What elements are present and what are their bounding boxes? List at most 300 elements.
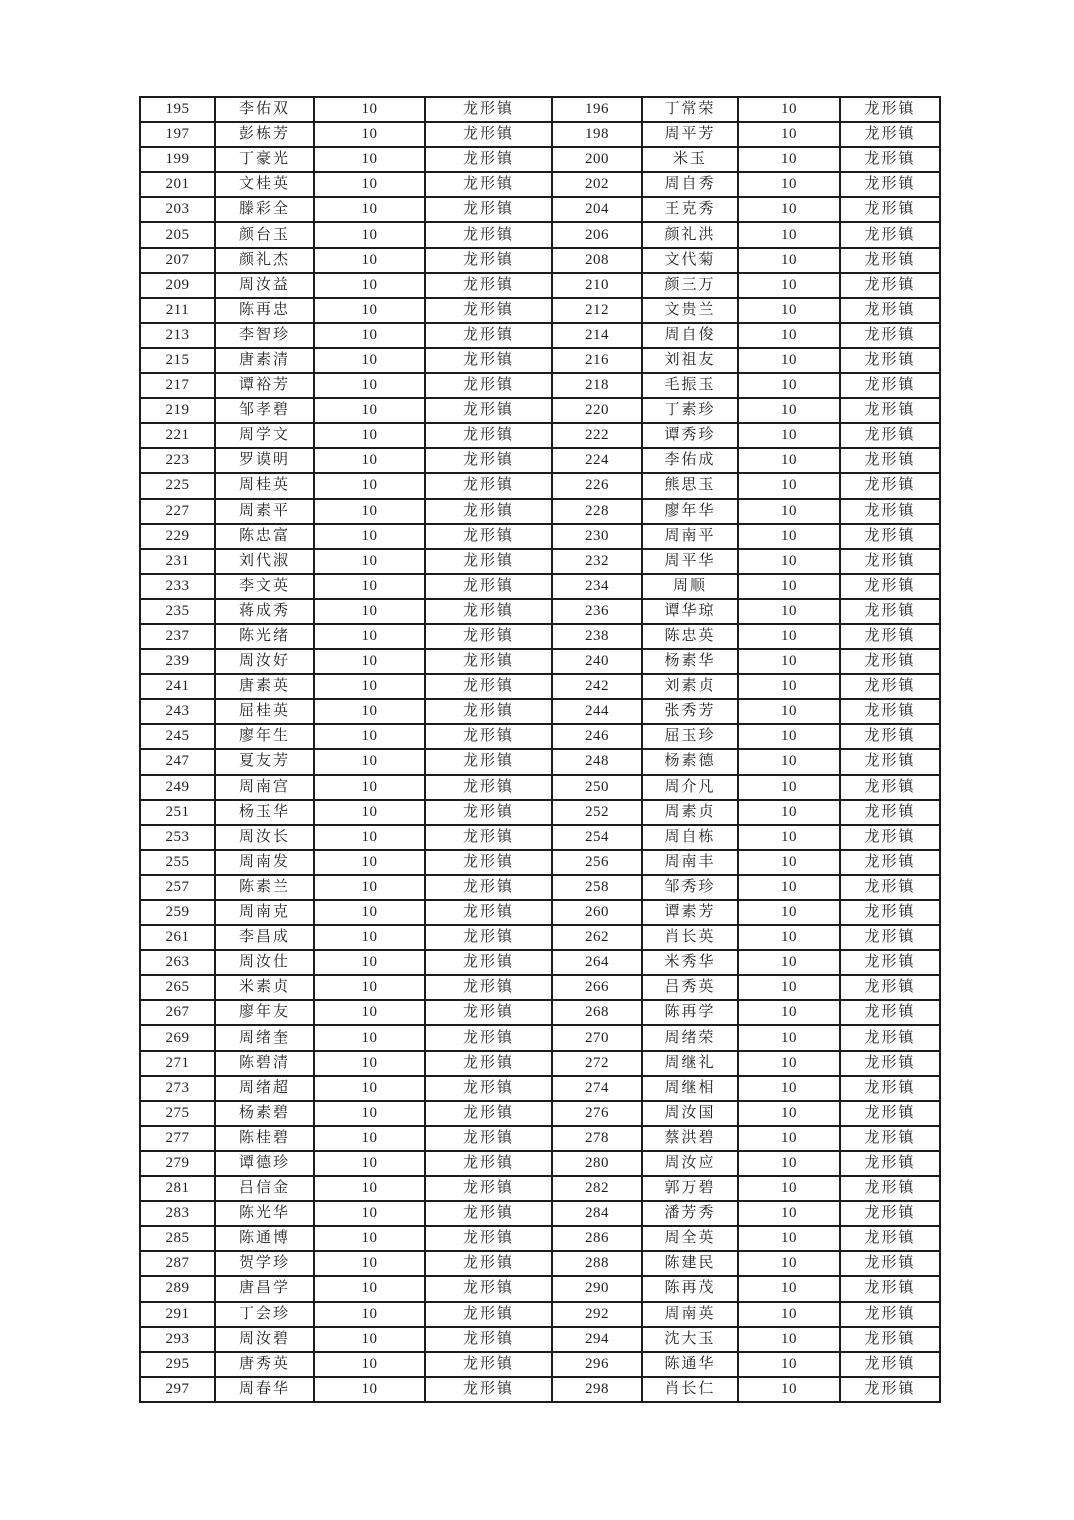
serial-number-cell: 228 <box>552 499 642 524</box>
serial-number-cell: 270 <box>552 1025 642 1050</box>
person-name-cell: 屈玉珍 <box>642 724 738 749</box>
person-name-cell: 沈大玉 <box>642 1327 738 1352</box>
amount-cell: 10 <box>314 975 425 1000</box>
serial-number-cell: 237 <box>140 624 215 649</box>
person-name-cell: 蔡洪碧 <box>642 1126 738 1151</box>
person-name-cell: 周自俊 <box>642 323 738 348</box>
serial-number-cell: 215 <box>140 348 215 373</box>
town-cell: 龙形镇 <box>425 348 552 373</box>
town-cell: 龙形镇 <box>840 197 940 222</box>
amount-cell: 10 <box>738 273 840 298</box>
amount-cell: 10 <box>738 749 840 774</box>
amount-cell: 10 <box>314 699 425 724</box>
table-row <box>140 549 940 574</box>
table-row <box>140 825 940 850</box>
person-name-cell: 谭德珍 <box>215 1151 314 1176</box>
town-cell: 龙形镇 <box>425 825 552 850</box>
amount-cell: 10 <box>314 775 425 800</box>
town-cell: 龙形镇 <box>425 1302 552 1327</box>
person-name-cell: 贺学珍 <box>215 1251 314 1276</box>
person-name-cell: 陈忠富 <box>215 524 314 549</box>
serial-number-cell: 253 <box>140 825 215 850</box>
town-cell: 龙形镇 <box>425 1025 552 1050</box>
serial-number-cell: 273 <box>140 1076 215 1101</box>
table-row <box>140 1000 940 1025</box>
amount-cell: 10 <box>314 1126 425 1151</box>
town-cell: 龙形镇 <box>425 147 552 172</box>
table-row <box>140 875 940 900</box>
amount-cell: 10 <box>314 398 425 423</box>
town-cell: 龙形镇 <box>425 1000 552 1025</box>
serial-number-cell: 268 <box>552 1000 642 1025</box>
person-name-cell: 丁素珍 <box>642 398 738 423</box>
person-name-cell: 廖年华 <box>642 499 738 524</box>
amount-cell: 10 <box>738 724 840 749</box>
table-row <box>140 122 940 147</box>
amount-cell: 10 <box>738 172 840 197</box>
person-name-cell: 文贵兰 <box>642 298 738 323</box>
amount-cell: 10 <box>314 1327 425 1352</box>
amount-cell: 10 <box>314 273 425 298</box>
table-row <box>140 1076 940 1101</box>
table-row <box>140 699 940 724</box>
town-cell: 龙形镇 <box>425 222 552 247</box>
serial-number-cell: 225 <box>140 473 215 498</box>
person-name-cell: 周学文 <box>215 423 314 448</box>
town-cell: 龙形镇 <box>425 473 552 498</box>
serial-number-cell: 282 <box>552 1176 642 1201</box>
person-name-cell: 周南平 <box>642 524 738 549</box>
town-cell: 龙形镇 <box>425 950 552 975</box>
table-row <box>140 925 940 950</box>
person-name-cell: 刘祖友 <box>642 348 738 373</box>
person-name-cell: 陈再忠 <box>215 298 314 323</box>
person-name-cell: 周汝益 <box>215 273 314 298</box>
table-row <box>140 147 940 172</box>
serial-number-cell: 262 <box>552 925 642 950</box>
serial-number-cell: 279 <box>140 1151 215 1176</box>
amount-cell: 10 <box>314 524 425 549</box>
person-name-cell: 陈再茂 <box>642 1276 738 1301</box>
table-row <box>140 1226 940 1251</box>
town-cell: 龙形镇 <box>840 122 940 147</box>
amount-cell: 10 <box>314 549 425 574</box>
town-cell: 龙形镇 <box>425 398 552 423</box>
table-row <box>140 775 940 800</box>
town-cell: 龙形镇 <box>425 574 552 599</box>
town-cell: 龙形镇 <box>425 1251 552 1276</box>
amount-cell: 10 <box>738 398 840 423</box>
amount-cell: 10 <box>314 298 425 323</box>
serial-number-cell: 211 <box>140 298 215 323</box>
town-cell: 龙形镇 <box>840 674 940 699</box>
town-cell: 龙形镇 <box>425 323 552 348</box>
town-cell: 龙形镇 <box>840 1276 940 1301</box>
amount-cell: 10 <box>738 423 840 448</box>
person-name-cell: 周全英 <box>642 1226 738 1251</box>
town-cell: 龙形镇 <box>840 398 940 423</box>
person-name-cell: 周南发 <box>215 850 314 875</box>
town-cell: 龙形镇 <box>840 1051 940 1076</box>
town-cell: 龙形镇 <box>840 624 940 649</box>
town-cell: 龙形镇 <box>840 1226 940 1251</box>
town-cell: 龙形镇 <box>425 1352 552 1377</box>
person-name-cell: 颜礼杰 <box>215 248 314 273</box>
town-cell: 龙形镇 <box>840 1000 940 1025</box>
town-cell: 龙形镇 <box>840 699 940 724</box>
serial-number-cell: 241 <box>140 674 215 699</box>
town-cell: 龙形镇 <box>425 1276 552 1301</box>
town-cell: 龙形镇 <box>840 448 940 473</box>
amount-cell: 10 <box>738 1201 840 1226</box>
amount-cell: 10 <box>738 1226 840 1251</box>
serial-number-cell: 249 <box>140 775 215 800</box>
serial-number-cell: 235 <box>140 599 215 624</box>
person-name-cell: 李文英 <box>215 574 314 599</box>
town-cell: 龙形镇 <box>840 373 940 398</box>
person-name-cell: 周绪超 <box>215 1076 314 1101</box>
amount-cell: 10 <box>314 97 425 122</box>
amount-cell: 10 <box>314 1151 425 1176</box>
serial-number-cell: 287 <box>140 1251 215 1276</box>
amount-cell: 10 <box>314 950 425 975</box>
person-name-cell: 邹孝碧 <box>215 398 314 423</box>
amount-cell: 10 <box>314 373 425 398</box>
serial-number-cell: 196 <box>552 97 642 122</box>
town-cell: 龙形镇 <box>425 273 552 298</box>
town-cell: 龙形镇 <box>840 423 940 448</box>
town-cell: 龙形镇 <box>840 248 940 273</box>
serial-number-cell: 224 <box>552 448 642 473</box>
person-name-cell: 廖年友 <box>215 1000 314 1025</box>
table-row <box>140 448 940 473</box>
person-name-cell: 颜台玉 <box>215 222 314 247</box>
person-name-cell: 周桂英 <box>215 473 314 498</box>
town-cell: 龙形镇 <box>425 1076 552 1101</box>
amount-cell: 10 <box>738 122 840 147</box>
serial-number-cell: 261 <box>140 925 215 950</box>
serial-number-cell: 209 <box>140 273 215 298</box>
person-name-cell: 丁豪光 <box>215 147 314 172</box>
amount-cell: 10 <box>314 1201 425 1226</box>
serial-number-cell: 286 <box>552 1226 642 1251</box>
person-name-cell: 杨素德 <box>642 749 738 774</box>
person-name-cell: 周汝好 <box>215 649 314 674</box>
person-name-cell: 陈建民 <box>642 1251 738 1276</box>
person-name-cell: 周平华 <box>642 549 738 574</box>
town-cell: 龙形镇 <box>425 1176 552 1201</box>
table-row <box>140 524 940 549</box>
town-cell: 龙形镇 <box>840 1151 940 1176</box>
person-name-cell: 李佑双 <box>215 97 314 122</box>
serial-number-cell: 298 <box>552 1377 642 1402</box>
town-cell: 龙形镇 <box>425 749 552 774</box>
table-row <box>140 1276 940 1301</box>
amount-cell: 10 <box>738 900 840 925</box>
serial-number-cell: 197 <box>140 122 215 147</box>
table-row <box>140 1176 940 1201</box>
amount-cell: 10 <box>738 1276 840 1301</box>
table-row <box>140 1377 940 1402</box>
table-row <box>140 724 940 749</box>
serial-number-cell: 204 <box>552 197 642 222</box>
serial-number-cell: 244 <box>552 699 642 724</box>
amount-cell: 10 <box>738 549 840 574</box>
town-cell: 龙形镇 <box>425 624 552 649</box>
person-name-cell: 周继相 <box>642 1076 738 1101</box>
person-name-cell: 夏友芳 <box>215 749 314 774</box>
serial-number-cell: 250 <box>552 775 642 800</box>
town-cell: 龙形镇 <box>840 97 940 122</box>
amount-cell: 10 <box>738 1352 840 1377</box>
amount-cell: 10 <box>314 649 425 674</box>
serial-number-cell: 218 <box>552 373 642 398</box>
town-cell: 龙形镇 <box>840 273 940 298</box>
town-cell: 龙形镇 <box>425 699 552 724</box>
person-name-cell: 陈再学 <box>642 1000 738 1025</box>
serial-number-cell: 290 <box>552 1276 642 1301</box>
serial-number-cell: 239 <box>140 649 215 674</box>
amount-cell: 10 <box>314 147 425 172</box>
amount-cell: 10 <box>738 1025 840 1050</box>
serial-number-cell: 295 <box>140 1352 215 1377</box>
serial-number-cell: 275 <box>140 1101 215 1126</box>
town-cell: 龙形镇 <box>840 1076 940 1101</box>
amount-cell: 10 <box>738 448 840 473</box>
town-cell: 龙形镇 <box>425 850 552 875</box>
serial-number-cell: 257 <box>140 875 215 900</box>
serial-number-cell: 255 <box>140 850 215 875</box>
town-cell: 龙形镇 <box>425 975 552 1000</box>
serial-number-cell: 227 <box>140 499 215 524</box>
town-cell: 龙形镇 <box>840 222 940 247</box>
town-cell: 龙形镇 <box>425 1126 552 1151</box>
serial-number-cell: 297 <box>140 1377 215 1402</box>
table-row <box>140 1352 940 1377</box>
table-row <box>140 900 940 925</box>
town-cell: 龙形镇 <box>425 122 552 147</box>
amount-cell: 10 <box>738 222 840 247</box>
amount-cell: 10 <box>314 1051 425 1076</box>
serial-number-cell: 219 <box>140 398 215 423</box>
amount-cell: 10 <box>314 323 425 348</box>
serial-number-cell: 285 <box>140 1226 215 1251</box>
person-name-cell: 张秀芳 <box>642 699 738 724</box>
amount-cell: 10 <box>314 1377 425 1402</box>
amount-cell: 10 <box>738 624 840 649</box>
table-row <box>140 1051 940 1076</box>
person-name-cell: 周自栋 <box>642 825 738 850</box>
serial-number-cell: 202 <box>552 172 642 197</box>
person-name-cell: 周绪荣 <box>642 1025 738 1050</box>
serial-number-cell: 278 <box>552 1126 642 1151</box>
person-name-cell: 周自秀 <box>642 172 738 197</box>
person-name-cell: 颜三万 <box>642 273 738 298</box>
person-name-cell: 邹秀珍 <box>642 875 738 900</box>
table-row <box>140 1101 940 1126</box>
person-name-cell: 唐秀英 <box>215 1352 314 1377</box>
table-row <box>140 950 940 975</box>
town-cell: 龙形镇 <box>425 674 552 699</box>
amount-cell: 10 <box>738 975 840 1000</box>
amount-cell: 10 <box>738 1151 840 1176</box>
serial-number-cell: 234 <box>552 574 642 599</box>
serial-number-cell: 243 <box>140 699 215 724</box>
town-cell: 龙形镇 <box>425 1377 552 1402</box>
amount-cell: 10 <box>738 1302 840 1327</box>
person-name-cell: 周南英 <box>642 1302 738 1327</box>
person-name-cell: 周绪奎 <box>215 1025 314 1050</box>
serial-number-cell: 247 <box>140 749 215 774</box>
town-cell: 龙形镇 <box>425 1051 552 1076</box>
table-row <box>140 649 940 674</box>
person-name-cell: 刘代淑 <box>215 549 314 574</box>
serial-number-cell: 274 <box>552 1076 642 1101</box>
amount-cell: 10 <box>314 1176 425 1201</box>
person-name-cell: 李昌成 <box>215 925 314 950</box>
amount-cell: 10 <box>314 850 425 875</box>
amount-cell: 10 <box>314 1226 425 1251</box>
amount-cell: 10 <box>314 900 425 925</box>
town-cell: 龙形镇 <box>425 423 552 448</box>
table-row <box>140 298 940 323</box>
amount-cell: 10 <box>314 574 425 599</box>
amount-cell: 10 <box>314 423 425 448</box>
person-name-cell: 蒋成秀 <box>215 599 314 624</box>
person-name-cell: 唐素英 <box>215 674 314 699</box>
person-name-cell: 周南克 <box>215 900 314 925</box>
person-name-cell: 彭栋芳 <box>215 122 314 147</box>
town-cell: 龙形镇 <box>840 549 940 574</box>
serial-number-cell: 222 <box>552 423 642 448</box>
table-row <box>140 499 940 524</box>
amount-cell: 10 <box>738 248 840 273</box>
amount-cell: 10 <box>314 448 425 473</box>
amount-cell: 10 <box>314 1276 425 1301</box>
town-cell: 龙形镇 <box>840 599 940 624</box>
person-name-cell: 李智珍 <box>215 323 314 348</box>
amount-cell: 10 <box>738 925 840 950</box>
serial-number-cell: 195 <box>140 97 215 122</box>
town-cell: 龙形镇 <box>425 1151 552 1176</box>
table-row <box>140 1151 940 1176</box>
amount-cell: 10 <box>738 674 840 699</box>
amount-cell: 10 <box>314 1302 425 1327</box>
person-name-cell: 周春华 <box>215 1377 314 1402</box>
person-name-cell: 杨素碧 <box>215 1101 314 1126</box>
person-name-cell: 陈通博 <box>215 1226 314 1251</box>
serial-number-cell: 266 <box>552 975 642 1000</box>
amount-cell: 10 <box>738 1051 840 1076</box>
town-cell: 龙形镇 <box>425 97 552 122</box>
person-name-cell: 周汝应 <box>642 1151 738 1176</box>
town-cell: 龙形镇 <box>425 448 552 473</box>
roster-table <box>139 96 941 1403</box>
amount-cell: 10 <box>314 800 425 825</box>
table-row <box>140 222 940 247</box>
town-cell: 龙形镇 <box>840 825 940 850</box>
amount-cell: 10 <box>738 1126 840 1151</box>
person-name-cell: 谭裕芳 <box>215 373 314 398</box>
town-cell: 龙形镇 <box>840 499 940 524</box>
amount-cell: 10 <box>738 1076 840 1101</box>
person-name-cell: 文桂英 <box>215 172 314 197</box>
amount-cell: 10 <box>738 1377 840 1402</box>
serial-number-cell: 208 <box>552 248 642 273</box>
amount-cell: 10 <box>738 473 840 498</box>
amount-cell: 10 <box>738 97 840 122</box>
serial-number-cell: 263 <box>140 950 215 975</box>
town-cell: 龙形镇 <box>840 1352 940 1377</box>
serial-number-cell: 231 <box>140 549 215 574</box>
amount-cell: 10 <box>314 1000 425 1025</box>
amount-cell: 10 <box>314 1076 425 1101</box>
serial-number-cell: 281 <box>140 1176 215 1201</box>
person-name-cell: 周素平 <box>215 499 314 524</box>
table-row <box>140 599 940 624</box>
table-row <box>140 674 940 699</box>
person-name-cell: 潘芳秀 <box>642 1201 738 1226</box>
serial-number-cell: 206 <box>552 222 642 247</box>
person-name-cell: 刘素贞 <box>642 674 738 699</box>
amount-cell: 10 <box>314 674 425 699</box>
serial-number-cell: 232 <box>552 549 642 574</box>
person-name-cell: 毛振玉 <box>642 373 738 398</box>
amount-cell: 10 <box>314 1025 425 1050</box>
town-cell: 龙形镇 <box>840 298 940 323</box>
table-row <box>140 197 940 222</box>
town-cell: 龙形镇 <box>840 1327 940 1352</box>
person-name-cell: 吕信金 <box>215 1176 314 1201</box>
town-cell: 龙形镇 <box>840 950 940 975</box>
person-name-cell: 周顺 <box>642 574 738 599</box>
serial-number-cell: 242 <box>552 674 642 699</box>
person-name-cell: 周素贞 <box>642 800 738 825</box>
town-cell: 龙形镇 <box>425 499 552 524</box>
person-name-cell: 周继礼 <box>642 1051 738 1076</box>
serial-number-cell: 203 <box>140 197 215 222</box>
town-cell: 龙形镇 <box>840 1126 940 1151</box>
serial-number-cell: 229 <box>140 524 215 549</box>
person-name-cell: 屈桂英 <box>215 699 314 724</box>
town-cell: 龙形镇 <box>840 775 940 800</box>
table-row <box>140 1327 940 1352</box>
person-name-cell: 周南丰 <box>642 850 738 875</box>
town-cell: 龙形镇 <box>840 574 940 599</box>
person-name-cell: 颜礼洪 <box>642 222 738 247</box>
person-name-cell: 周汝长 <box>215 825 314 850</box>
serial-number-cell: 291 <box>140 1302 215 1327</box>
table-row <box>140 423 940 448</box>
town-cell: 龙形镇 <box>840 172 940 197</box>
amount-cell: 10 <box>314 222 425 247</box>
town-cell: 龙形镇 <box>840 875 940 900</box>
amount-cell: 10 <box>738 499 840 524</box>
amount-cell: 10 <box>314 499 425 524</box>
table-row <box>140 473 940 498</box>
person-name-cell: 肖长英 <box>642 925 738 950</box>
serial-number-cell: 213 <box>140 323 215 348</box>
amount-cell: 10 <box>314 348 425 373</box>
person-name-cell: 周介凡 <box>642 775 738 800</box>
table-row <box>140 624 940 649</box>
person-name-cell: 周汝国 <box>642 1101 738 1126</box>
serial-number-cell: 207 <box>140 248 215 273</box>
amount-cell: 10 <box>314 1352 425 1377</box>
person-name-cell: 罗谟明 <box>215 448 314 473</box>
serial-number-cell: 259 <box>140 900 215 925</box>
town-cell: 龙形镇 <box>425 925 552 950</box>
